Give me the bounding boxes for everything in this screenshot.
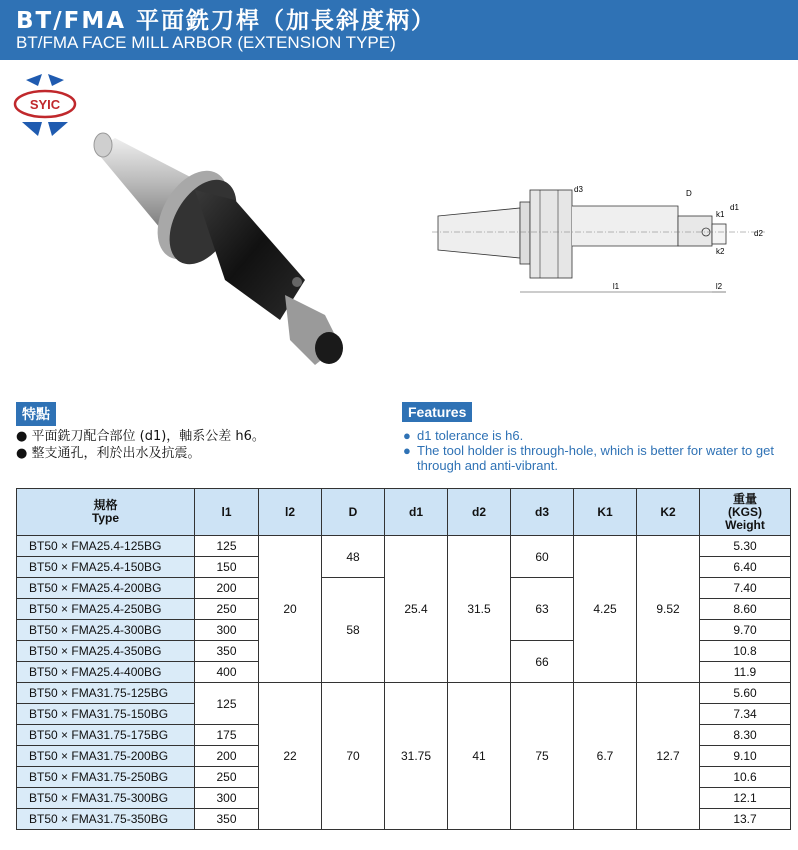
table-row: BT50 × FMA25.4-300BG 300 9.70 xyxy=(17,620,791,641)
header-d2: d2 xyxy=(448,489,511,536)
g1-d3-a: 60 xyxy=(511,536,574,578)
header-d3: d3 xyxy=(511,489,574,536)
header-weight: 重量 (KGS) Weight xyxy=(700,489,791,536)
table-header-row xyxy=(17,489,791,536)
label-D: D xyxy=(686,189,692,198)
features-en-list xyxy=(403,428,783,473)
table-row: BT50 × FMA31.75-175BG 175 8.30 xyxy=(17,725,791,746)
feature-zh-item: ● 平面銑刀配合部位 (d1)，軸系公差 h6。 xyxy=(16,429,265,444)
header-type: 規格 Type xyxy=(17,489,195,536)
g2-D: 70 xyxy=(322,683,385,830)
table-row: BT50 × FMA31.75-125BG 125 22 70 31.75 41 75 6.7 12.7 5.60 xyxy=(17,683,791,704)
g1-l2: 20 xyxy=(259,536,322,683)
header-K1: K1 xyxy=(574,489,637,536)
g1-K1: 4.25 xyxy=(574,536,637,683)
g2-l1-merged: 125 xyxy=(195,683,259,725)
header-D: D xyxy=(322,489,385,536)
table-row: BT50 × FMA25.4-400BG 400 11.9 xyxy=(17,662,791,683)
technical-drawing xyxy=(430,180,770,305)
label-d2: d2 xyxy=(754,229,763,238)
syic-logo xyxy=(12,72,78,138)
table-row: BT50 × FMA25.4-250BG 250 8.60 xyxy=(17,599,791,620)
g1-K2: 9.52 xyxy=(637,536,700,683)
label-k1: k1 xyxy=(716,210,725,219)
table-row: BT50 × FMA31.75-250BG 250 10.6 xyxy=(17,767,791,788)
g2-l2: 22 xyxy=(259,683,322,830)
table-row: BT50 × FMA25.4-125BG 125 20 48 25.4 31.5 60 4.25 9.52 5.30 xyxy=(17,536,791,557)
g2-K2: 12.7 xyxy=(637,683,700,830)
table-row: BT50 × FMA25.4-350BG 350 66 10.8 xyxy=(17,641,791,662)
header-l2: l2 xyxy=(259,489,322,536)
label-d3: d3 xyxy=(574,185,583,194)
arbor-photo xyxy=(75,120,365,370)
table-row: BT50 × FMA25.4-200BG 200 58 63 7.40 xyxy=(17,578,791,599)
g1-D-b: 58 xyxy=(322,578,385,683)
title-english: BT/FMA FACE MILL ARBOR (EXTENSION TYPE) xyxy=(16,33,396,52)
feature-en-item: ● d1 tolerance is h6. xyxy=(403,428,524,443)
label-l1: l1 xyxy=(612,282,620,291)
g2-d3: 75 xyxy=(511,683,574,830)
header-banner xyxy=(0,0,798,60)
features-zh-tag: 特點 xyxy=(16,402,56,426)
g2-d1: 31.75 xyxy=(385,683,448,830)
table-row: BT50 × FMA31.75-200BG 200 9.10 xyxy=(17,746,791,767)
label-k2: k2 xyxy=(716,247,725,256)
logo-text: SYIC xyxy=(29,97,61,112)
features-zh-list xyxy=(16,428,265,462)
g1-d1: 25.4 xyxy=(385,536,448,683)
header-K2: K2 xyxy=(637,489,700,536)
feature-en-item: ● The tool holder is through-hole, which is better for water to get through and anti-vibrant. xyxy=(403,443,774,473)
table-row: BT50 × FMA31.75-350BG 350 13.7 xyxy=(17,809,791,830)
header-d1: d1 xyxy=(385,489,448,536)
feature-zh-item: ● 整支通孔，利於出水及抗震。 xyxy=(16,446,201,461)
header-l1: l1 xyxy=(195,489,259,536)
table-row: BT50 × FMA25.4-150BG 150 6.40 xyxy=(17,557,791,578)
spec-table xyxy=(16,488,791,830)
label-d1: d1 xyxy=(730,203,739,212)
g1-D-a: 48 xyxy=(322,536,385,578)
label-l2: l2 xyxy=(715,282,723,291)
g1-d3-c: 66 xyxy=(511,641,574,683)
g1-d3-b: 63 xyxy=(511,578,574,641)
table-row: BT50 × FMA31.75-150BG 7.34 xyxy=(17,704,791,725)
g1-d2: 31.5 xyxy=(448,536,511,683)
table-row: BT50 × FMA31.75-300BG 300 12.1 xyxy=(17,788,791,809)
g2-K1: 6.7 xyxy=(574,683,637,830)
g2-d2: 41 xyxy=(448,683,511,830)
title-chinese: BT/FMA 平面銑刀桿（加長斜度柄） xyxy=(16,8,437,34)
features-en-tag: Features xyxy=(402,402,472,422)
